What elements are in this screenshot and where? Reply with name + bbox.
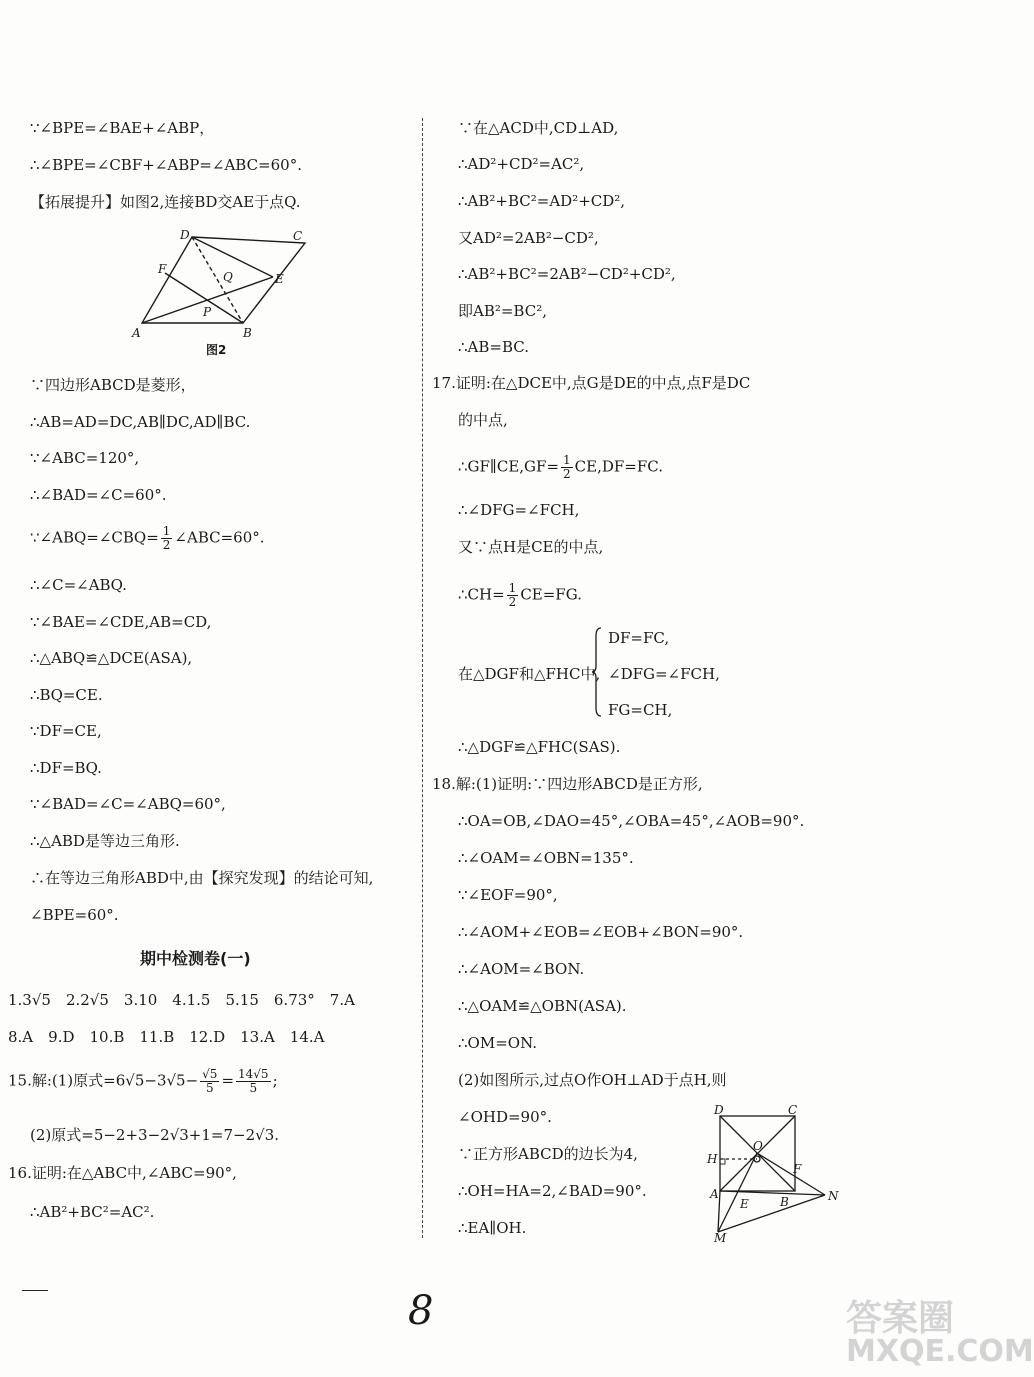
fig2-label-c: C (788, 1103, 798, 1117)
text-line: ∴∠OAM=∠OBN=135°. (458, 849, 634, 867)
text-line: 【拓展提升】如图2,连接BD交AE于点Q. (30, 193, 301, 211)
fig2-label-a: A (710, 1187, 719, 1201)
q17-fraction-line: ∴GF∥CE,GF= $\frac{1}{2}$ CE,DF=FC. (458, 453, 663, 481)
text-line: ∵在△ACD中,CD⊥AD, (458, 119, 619, 137)
page-number: 8 (408, 1288, 434, 1334)
text-line: ∵DF=CE, (30, 722, 102, 740)
q16-line: 16.证明:在△ABC中,∠ABC=90°, (8, 1164, 237, 1182)
answers-line: 1.3√5 2.2√5 3.10 4.1.5 5.15 6.73° 7.A (8, 991, 355, 1009)
text-line: 18.解:(1)证明:∵四边形ABCD是正方形, (432, 775, 703, 793)
text-line: ∴∠BPE=∠CBF+∠ABP=∠ABC=60°. (30, 156, 302, 174)
text-line: ∴在等边三角形ABD中,由【探究发现】的结论可知, (30, 869, 374, 887)
text-line: ∴∠AOM+∠EOB=∠EOB+∠BON=90°. (458, 923, 744, 941)
text-line: ∴AB²+BC²=2AB²−CD²+CD², (458, 265, 676, 283)
text-line: ∴OH=HA=2,∠BAD=90°. (458, 1182, 647, 1200)
text-line: ∴△ABD是等边三角形. (30, 832, 180, 850)
square-figure (700, 1100, 845, 1245)
text-line: ∵∠ABC=120°, (30, 449, 140, 467)
q15-part1: 15.解:(1)原式=6√5−3√5− $\frac{√5}{5}$ = $\frac{14√5}{5}$ ; (8, 1067, 278, 1095)
text-line: ∵∠BAE=∠CDE,AB=CD, (30, 613, 212, 631)
text-line: ∴∠C=∠ABQ. (30, 576, 127, 594)
text-line: ∵∠BAD=∠C=∠ABQ=60°, (30, 795, 226, 813)
text-line: ∴BQ=CE. (30, 686, 103, 704)
fig-label-a: A (132, 326, 141, 340)
text-segment: ∵∠ABQ=∠CBQ= (30, 528, 159, 547)
congruence-brace (458, 626, 818, 721)
q17-fraction-line: ∴CH= $\frac{1}{2}$ CE=FG. (458, 581, 582, 609)
figure-caption: 图2 (206, 343, 227, 357)
brace-icon (592, 626, 602, 718)
fig2-label-f: F (793, 1162, 802, 1176)
fraction: $\frac{1}{2}$ (162, 524, 171, 552)
text-line: ∴AD²+CD²=AC², (458, 155, 585, 173)
text-line: ∴OA=OB,∠DAO=45°,∠OBA=45°,∠AOB=90°. (458, 812, 805, 830)
footer-rule (22, 1290, 48, 1291)
section-title: 期中检测卷(一) (140, 949, 251, 968)
q15-part2: (2)原式=5−2+3−2√3+1=7−2√3. (30, 1126, 280, 1144)
text-line: ∵四边形ABCD是菱形， (30, 376, 196, 394)
text-line: (2)如图所示,过点O作OH⊥AD于点H,则 (458, 1071, 727, 1089)
text-line: ∵正方形ABCD的边长为4, (458, 1145, 638, 1163)
text-line: 又AD²=2AB²−CD², (458, 229, 599, 247)
text-line: ∴AB=AD=DC,AB∥DC,AD∥BC. (30, 413, 251, 431)
text-line: ∴∠DFG=∠FCH, (458, 501, 580, 519)
fig2-label-o: O (753, 1139, 763, 1153)
text-line: ∴AB=BC. (458, 338, 529, 356)
text-line: ∵∠BPE=∠BAE+∠ABP， (30, 119, 215, 137)
brace-item: ∠DFG=∠FCH, (608, 665, 720, 683)
watermark-url: MXQE.COM (846, 1334, 1034, 1369)
brace-item: DF=FC, (608, 629, 670, 647)
fig2-label-d: D (714, 1103, 724, 1117)
brace-item: FG=CH, (608, 701, 673, 719)
text-line: 17.证明:在△DCE中,点G是DE的中点,点F是DC (432, 374, 751, 392)
fig-label-q: Q (223, 270, 233, 284)
text-line: 即AB²=BC², (458, 302, 547, 320)
brace-intro: 在△DGF和△FHC中, (458, 665, 601, 683)
fig-label-c: C (293, 229, 303, 243)
text-line: ∴AB²+BC²=AD²+CD², (458, 192, 626, 210)
text-line: ∴EA∥OH. (458, 1219, 527, 1237)
text-segment: ∠ABC=60°. (174, 528, 265, 547)
column-divider (422, 118, 423, 1238)
fig2-label-b: B (780, 1195, 789, 1209)
text-line: ∴∠BAD=∠C=60°. (30, 486, 167, 504)
text-line: ∵∠EOF=90°, (458, 886, 558, 904)
fig2-label-h: H (707, 1152, 718, 1166)
text-line: ∠OHD=90°. (458, 1108, 552, 1126)
fig-label-b: B (243, 326, 252, 340)
fraction-line (30, 525, 265, 552)
fig-label-f: F (158, 262, 167, 276)
rhombus-figure (130, 225, 320, 340)
watermark-logo: 答案圈 (846, 1298, 955, 1339)
fig-label-e: E (275, 272, 284, 286)
text-line: ∴∠AOM=∠BON. (458, 960, 585, 978)
text-line: ∠BPE=60°. (30, 906, 119, 924)
fig2-label-n: N (828, 1189, 839, 1203)
text-line: ∴△OAM≌△OBN(ASA). (458, 997, 627, 1015)
answers-line: 8.A 9.D 10.B 11.B 12.D 13.A 14.A (8, 1028, 325, 1046)
fig-label-d: D (180, 228, 190, 242)
text-line: ∴△ABQ≌△DCE(ASA), (30, 649, 193, 667)
text-line: ∴OM=ON. (458, 1034, 537, 1052)
text-line: 的中点, (458, 411, 508, 429)
text-line: ∴DF=BQ. (30, 759, 102, 777)
text-line: ∴△DGF≌△FHC(SAS). (458, 738, 621, 756)
q16-line: ∴AB²+BC²=AC². (30, 1203, 155, 1221)
text-line: 又∵点H是CE的中点, (458, 538, 604, 556)
fig2-label-e: E (740, 1197, 749, 1211)
fig-label-p: P (203, 305, 212, 319)
fig2-label-m: M (714, 1231, 727, 1245)
